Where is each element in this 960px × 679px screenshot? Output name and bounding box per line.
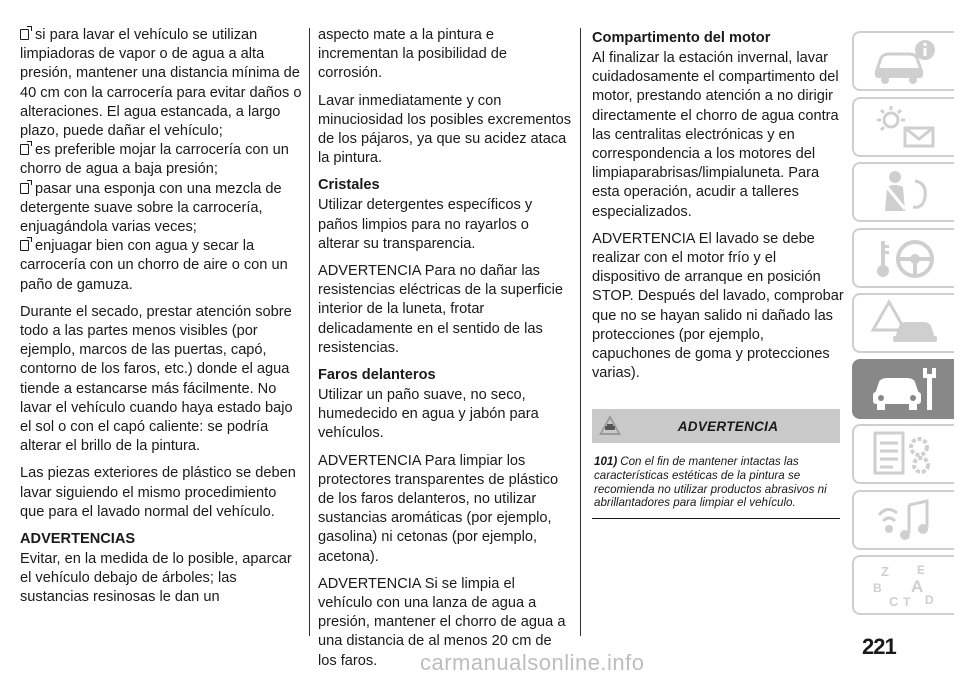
key-steering-wheel-icon	[869, 233, 939, 283]
warning-box	[592, 409, 840, 518]
text-column-1	[20, 26, 302, 616]
watermark: carmanualsonline.info	[420, 650, 645, 675]
column-divider-2	[580, 28, 581, 636]
index-letter: C	[889, 594, 899, 609]
warning-text	[592, 443, 840, 518]
bullet-item	[20, 237, 302, 295]
multimedia-music-icon	[869, 495, 939, 545]
car-maintenance-wrench-icon	[869, 364, 939, 414]
section-heading: Faros delanteros	[318, 367, 436, 384]
bullet-icon	[20, 240, 29, 251]
car-breakdown-icon	[869, 298, 939, 348]
tab-dashboard-lights[interactable]	[852, 97, 954, 157]
bullet-text: enjuagar bien con agua y secar la carrocería con un chorro de aire o con un paño de gamuza.	[20, 238, 288, 293]
section-heading: Compartimento del motor	[592, 30, 771, 46]
tab-multimedia[interactable]	[852, 490, 954, 550]
bullet-icon	[20, 29, 29, 40]
tab-emergency[interactable]	[852, 293, 954, 353]
paragraph: Evitar, en la medida de lo posible, aparcar el vehículo debajo de árboles; las sustancias resinosas le dan un	[20, 551, 292, 606]
tab-technical-data[interactable]	[852, 424, 954, 484]
paragraph: Utilizar un paño suave, no seco, humedecido en agua y jabón para vehículos.	[318, 387, 539, 442]
tab-starting-driving[interactable]	[852, 228, 954, 288]
bullet-item	[20, 141, 302, 179]
paragraph: ADVERTENCIA El lavado se debe realizar con el motor frío y el dispositivo de arranque en posición STOP. Después del lavado, comprobar que no se hayan salido ni dañado las protecciones (por ejemplo, capuchones de goma y protecciones varias).	[592, 230, 844, 382]
seatbelt-airbag-icon	[869, 167, 939, 217]
dashboard-warning-light-icon	[869, 102, 939, 152]
car-info-icon	[869, 36, 939, 86]
tab-maintenance[interactable]	[852, 359, 954, 419]
specs-list-gears-icon	[869, 429, 939, 479]
paragraph: Durante el secado, prestar atención sobre todo a las partes menos visibles (por ejemplo, marcos de las puertas, capó, contorno de los faros, etc.) donde el agua tiende a estancarse más fácilmente. No lavar el vehículo cuando haya estado bajo el sol o con el capó caliente: se podría alterar el brillo de la pintura.	[20, 303, 293, 455]
bullet-icon	[20, 183, 29, 194]
tab-car-info[interactable]	[852, 31, 954, 91]
chapter-sidebar	[852, 31, 960, 621]
index-letter: E	[917, 563, 926, 577]
warning-triangle-icon	[598, 414, 622, 436]
warning-title: ADVERTENCIA	[677, 418, 779, 434]
text-column-3	[592, 26, 846, 519]
paragraph: ADVERTENCIA Para no dañar las resistencias eléctricas de la superficie interior de la luneta, frotar delicadamente en el sentido de las resistencias.	[318, 263, 563, 356]
column-divider-1	[309, 28, 310, 636]
index-letter: A	[911, 577, 924, 596]
bullet-item	[20, 180, 302, 238]
paragraph: ADVERTENCIA Si se limpia el vehículo con una lanza de agua a presión, mantener el chorro de agua a una distancia de al menos 20 cm de los faros.	[318, 575, 566, 669]
page-number: 221	[862, 634, 896, 659]
bullet-text: es preferible mojar la carrocería con un chorro de agua a baja presión;	[20, 142, 289, 178]
index-letter: B	[873, 581, 882, 595]
warning-number: 101)	[594, 455, 618, 469]
index-letter: Z	[881, 564, 889, 579]
text-column-2	[318, 26, 572, 679]
bullet-icon	[20, 144, 29, 155]
bullet-text: pasar una esponja con una mezcla de detergente suave sobre la carrocería, enjuagándola varias veces;	[20, 180, 282, 236]
paragraph: Las piezas exteriores de plástico se deben lavar siguiendo el mismo procedimiento que para el lavado normal del vehículo.	[20, 465, 296, 520]
alphabetical-index-icon	[869, 560, 939, 610]
paragraph: ADVERTENCIA Para limpiar los protectores transparentes de plástico de los faros delanteros, no utilizar sustancias aromáticas (por ejemplo, gasolina) ni cetonas (por ejemplo, acetona).	[318, 452, 559, 565]
paragraph: Utilizar detergentes específicos y paños limpios para no rayarlos o alterar su transparencia.	[318, 197, 533, 252]
warning-body-text: Con el fin de mantener intactas las características estéticas de la pintura se recomienda no utilizar productos abrasivos ni abrillantadores para limpiar el vehículo.	[594, 455, 827, 510]
warning-header	[592, 409, 840, 443]
bullet-item	[20, 26, 302, 141]
paragraph: Lavar inmediatamente y con minuciosidad los posibles excrementos de los pájaros, ya que su acidez ataca la pintura.	[318, 92, 572, 167]
tab-safety[interactable]	[852, 162, 954, 222]
index-letter: T	[903, 595, 911, 609]
section-heading: ADVERTENCIAS	[20, 531, 136, 548]
index-letter: D	[925, 593, 934, 607]
paragraph: aspecto mate a la pintura e incrementan la posibilidad de corrosión.	[318, 27, 508, 82]
paragraph: Al finalizar la estación invernal, lavar cuidadosamente el compartimento del motor, prestando atención a no dirigir directamente el chorro de agua contra las centralitas electrónicas y en correspondencia a los motores del limpiaparabrisas/limpialuneta. Para esta operación, acudir a talleres especializados.	[592, 50, 839, 220]
bullet-text: si para lavar el vehículo se utilizan limpiadoras de vapor o de agua a alta presión, mantener una distancia mínima de 40 cm con la carrocería para evitar daños o alteraciones. El agua estancada, a largo plazo, puede dañar el vehículo;	[20, 27, 302, 140]
tab-index[interactable]	[852, 555, 954, 615]
section-heading: Cristales	[318, 177, 380, 194]
